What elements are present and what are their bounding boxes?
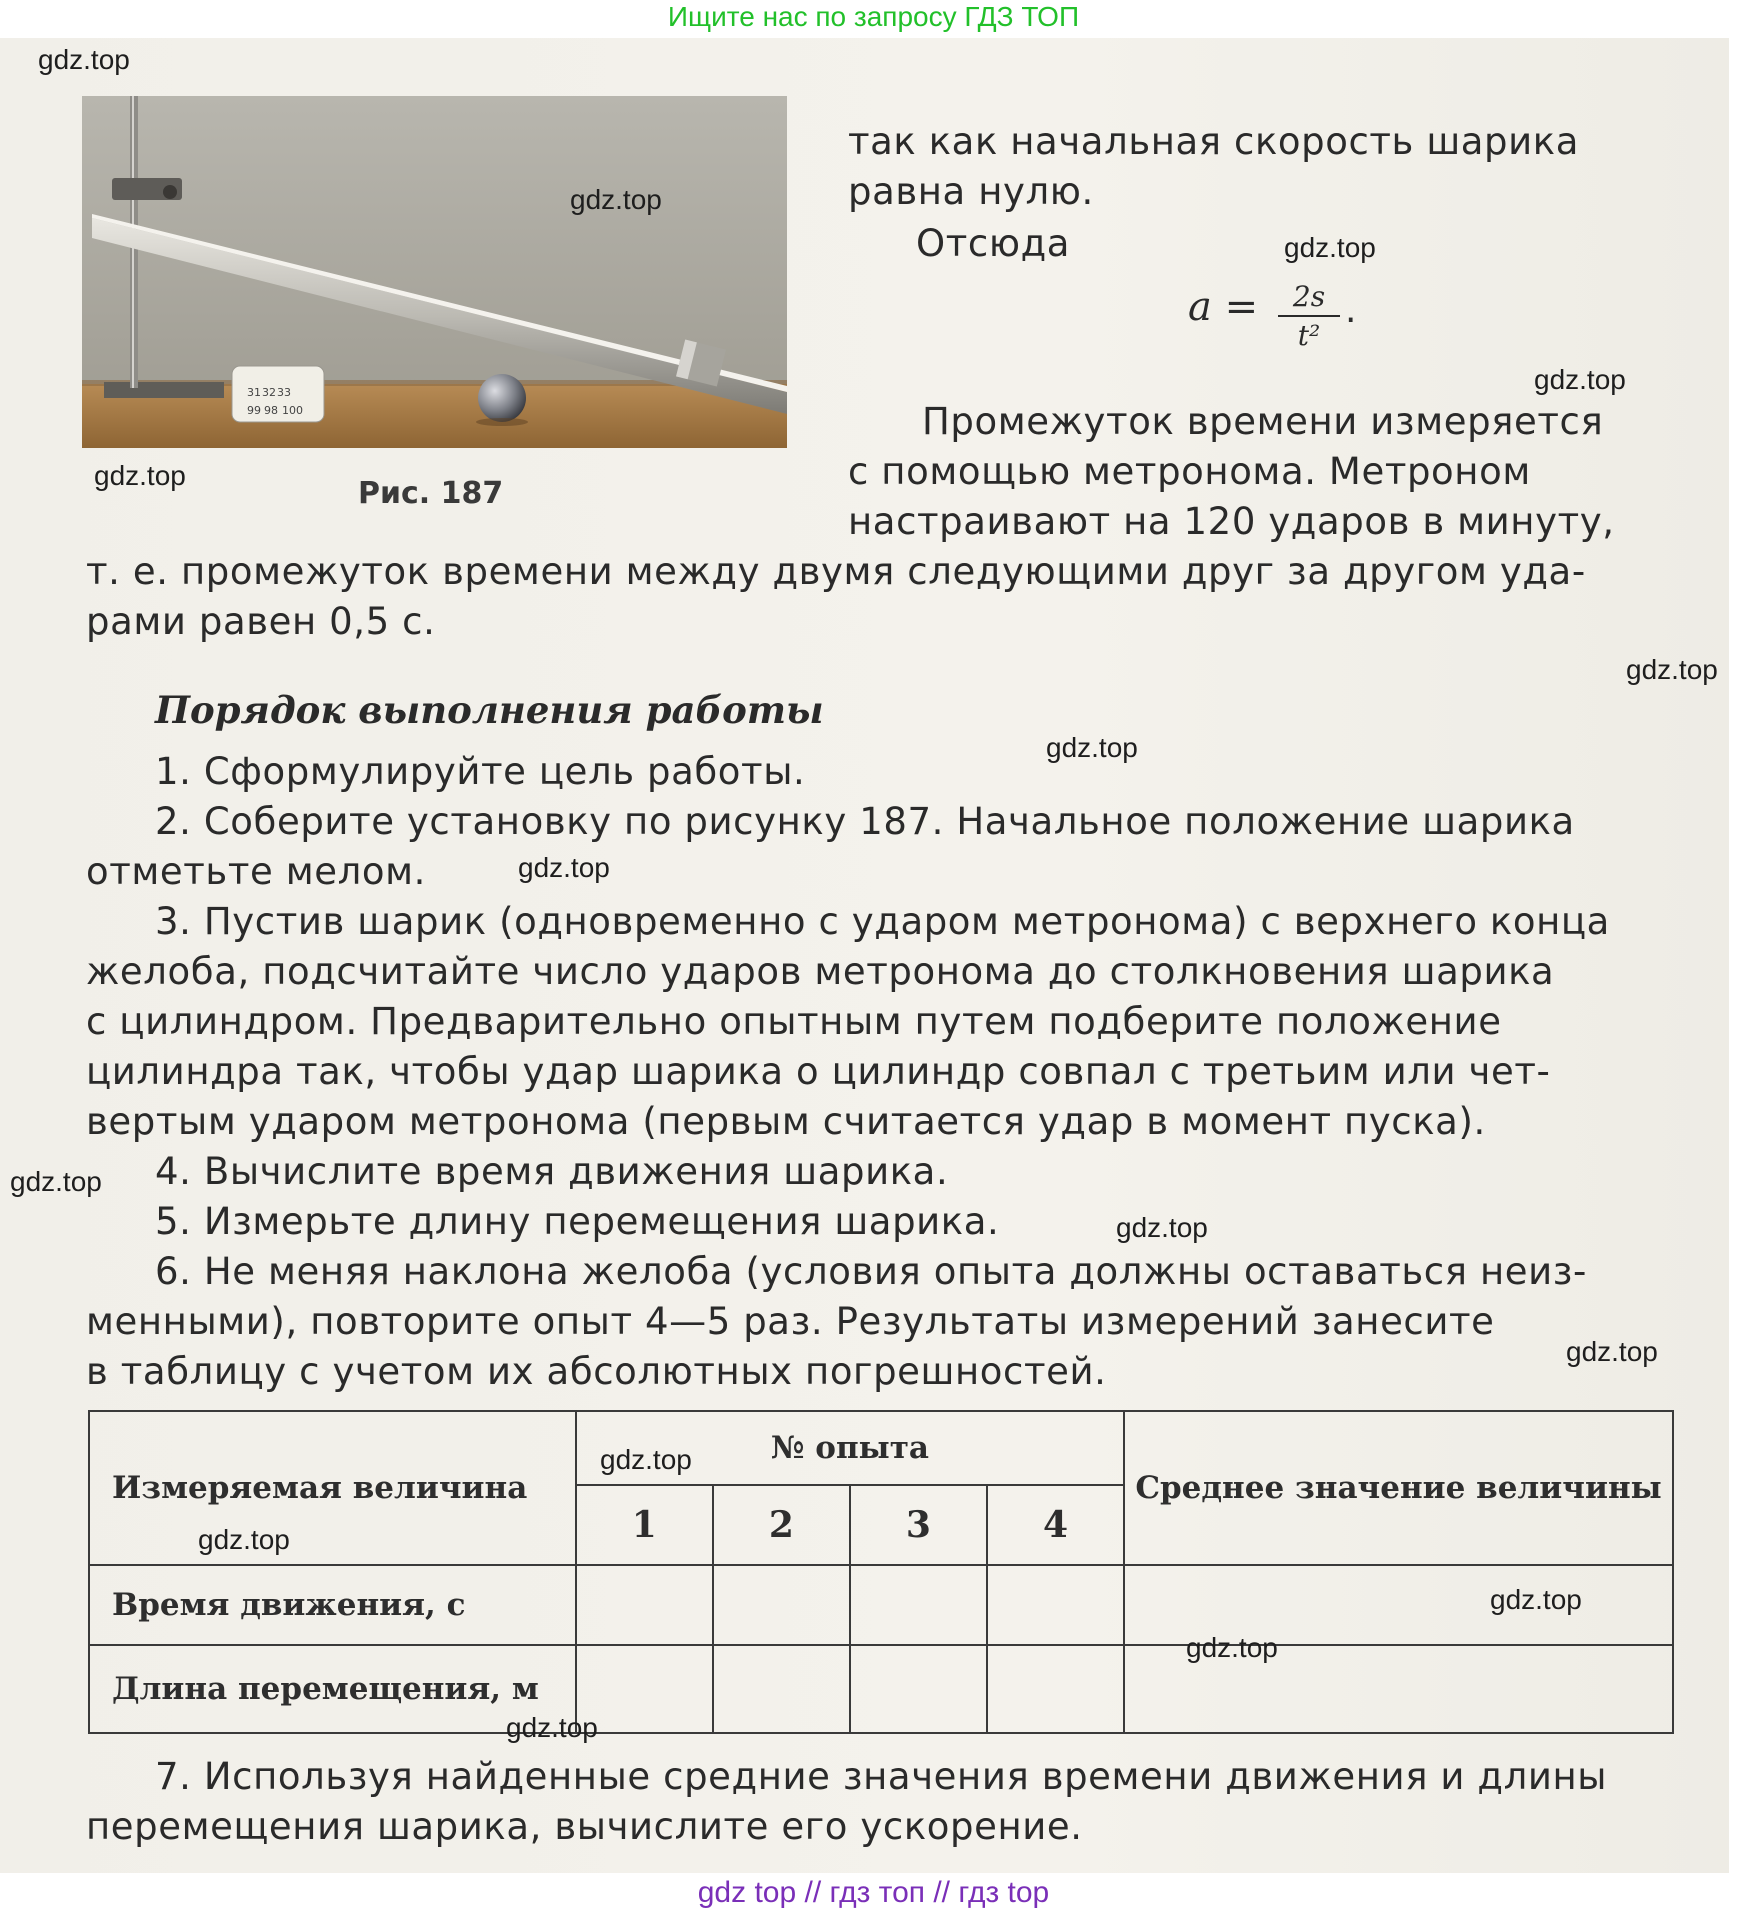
figure-caption: Рис. 187 (358, 476, 504, 511)
formula-period: . (1345, 290, 1357, 331)
formula-denominator: t² (1297, 319, 1321, 352)
formula-numerator: 2s (1278, 280, 1340, 317)
intro-line-1: так как начальная скорость шарика (848, 120, 1580, 163)
step-3-line-5: вертым ударом метронома (первым считается удар в момент пуска). (86, 1100, 1486, 1143)
header-trial-3: 3 (850, 1485, 987, 1565)
cell-time-3[interactable] (850, 1565, 987, 1645)
tape-label-3: 33 (277, 386, 291, 399)
intro-hence: Отсюда (916, 222, 1071, 265)
step-4: 4. Вычислите время движения шарика. (155, 1150, 949, 1193)
intro-line-2: равна нулю. (848, 170, 1094, 213)
top-banner[interactable]: Ищите нас по запросу ГДЗ ТОП (667, 1, 1080, 32)
step-2-line-1: 2. Соберите установку по рисунку 187. Начальное положение шарика (155, 800, 1575, 843)
watermark: gdz.top (1534, 364, 1626, 395)
page-edge (1729, 38, 1747, 1873)
watermark: gdz.top (1116, 1212, 1208, 1243)
tape-label-2: 32 (262, 386, 276, 399)
step-5: 5. Измерьте длину перемещения шарика. (155, 1200, 1000, 1243)
cell-time-2[interactable] (713, 1565, 850, 1645)
step-6-line-1: 6. Не меняя наклона желоба (условия опыта должны оставаться неиз- (155, 1250, 1587, 1293)
watermark: gdz.top (10, 1166, 102, 1197)
tape-label-4: 99 (247, 404, 261, 417)
metronome-line-1: Промежуток времени измеряется (922, 400, 1604, 443)
step-3-line-2: желоба, подсчитайте число ударов метронома до столкновения шарика (86, 950, 1555, 993)
formula-fraction (1278, 280, 1340, 352)
row-label-distance: Длина перемещения, м (89, 1645, 576, 1733)
metronome-line-5: рами равен 0,5 с. (86, 600, 436, 643)
acceleration-formula: a = (1188, 284, 1259, 330)
row-label-time: Время движения, с (89, 1565, 576, 1645)
measurement-table (88, 1410, 1674, 1734)
watermark: gdz.top (94, 460, 186, 491)
cell-distance-3[interactable] (850, 1645, 987, 1733)
step-7-line-1: 7. Используя найденные средние значения времени движения и длины (155, 1755, 1608, 1798)
incline-apparatus-illustration (82, 96, 787, 448)
bottom-banner[interactable]: gdz top // гдз топ // гдз top (697, 1876, 1050, 1909)
step-3-line-1: 3. Пустив шарик (одновременно с ударом метронома) с верхнего конца (155, 900, 1610, 943)
step-1: 1. Сформулируйте цель работы. (155, 750, 806, 793)
step-6-line-2: менными), повторите опыт 4—5 раз. Результаты измерений занесите (86, 1300, 1495, 1343)
watermark: gdz.top (600, 1444, 692, 1475)
cell-time-4[interactable] (987, 1565, 1124, 1645)
tape-label-6: 100 (282, 404, 303, 417)
watermark: gdz.top (570, 184, 662, 215)
cell-distance-2[interactable] (713, 1645, 850, 1733)
table-row (89, 1645, 1673, 1733)
header-trial-number: № опыта (576, 1411, 1124, 1485)
procedure-heading: Порядок выполнения работы (155, 688, 824, 732)
watermark: gdz.top (1186, 1632, 1278, 1663)
watermark: gdz.top (1046, 732, 1138, 763)
header-quantity: Измеряемая величина (89, 1411, 576, 1565)
step-3-line-3: с цилиндром. Предварительно опытным путем подберите положение (86, 1000, 1502, 1043)
step-3-line-4: цилиндра так, чтобы удар шарика о цилиндр совпал с третьим или чет- (86, 1050, 1551, 1093)
watermark: gdz.top (38, 44, 130, 75)
tape-label-1: 31 (247, 386, 261, 399)
watermark: gdz.top (506, 1712, 598, 1743)
step-7-line-2: перемещения шарика, вычислите его ускорение. (86, 1805, 1083, 1848)
cell-distance-4[interactable] (987, 1645, 1124, 1733)
metronome-line-2: с помощью метронома. Метроном (848, 450, 1531, 493)
metronome-line-3: настраивают на 120 ударов в минуту, (848, 500, 1615, 543)
header-average: Среднее значение величины (1124, 1411, 1673, 1565)
metronome-line-4: т. е. промежуток времени между двумя следующими друг за другом уда- (86, 550, 1586, 593)
header-trial-1: 1 (576, 1485, 713, 1565)
cell-time-1[interactable] (576, 1565, 713, 1645)
watermark: gdz.top (1626, 654, 1718, 685)
table-row (89, 1565, 1673, 1645)
figure-187-photo (82, 96, 787, 448)
step-2-line-2: отметьте мелом. (86, 850, 426, 893)
tape-label-5: 98 (264, 404, 278, 417)
step-6-line-3: в таблицу с учетом их абсолютных погрешностей. (86, 1350, 1107, 1393)
watermark: gdz.top (198, 1524, 290, 1555)
header-trial-2: 2 (713, 1485, 850, 1565)
watermark: gdz.top (518, 852, 610, 883)
watermark: gdz.top (1284, 232, 1376, 263)
watermark: gdz.top (1490, 1584, 1582, 1615)
watermark: gdz.top (1566, 1336, 1658, 1367)
header-trial-4: 4 (987, 1485, 1124, 1565)
